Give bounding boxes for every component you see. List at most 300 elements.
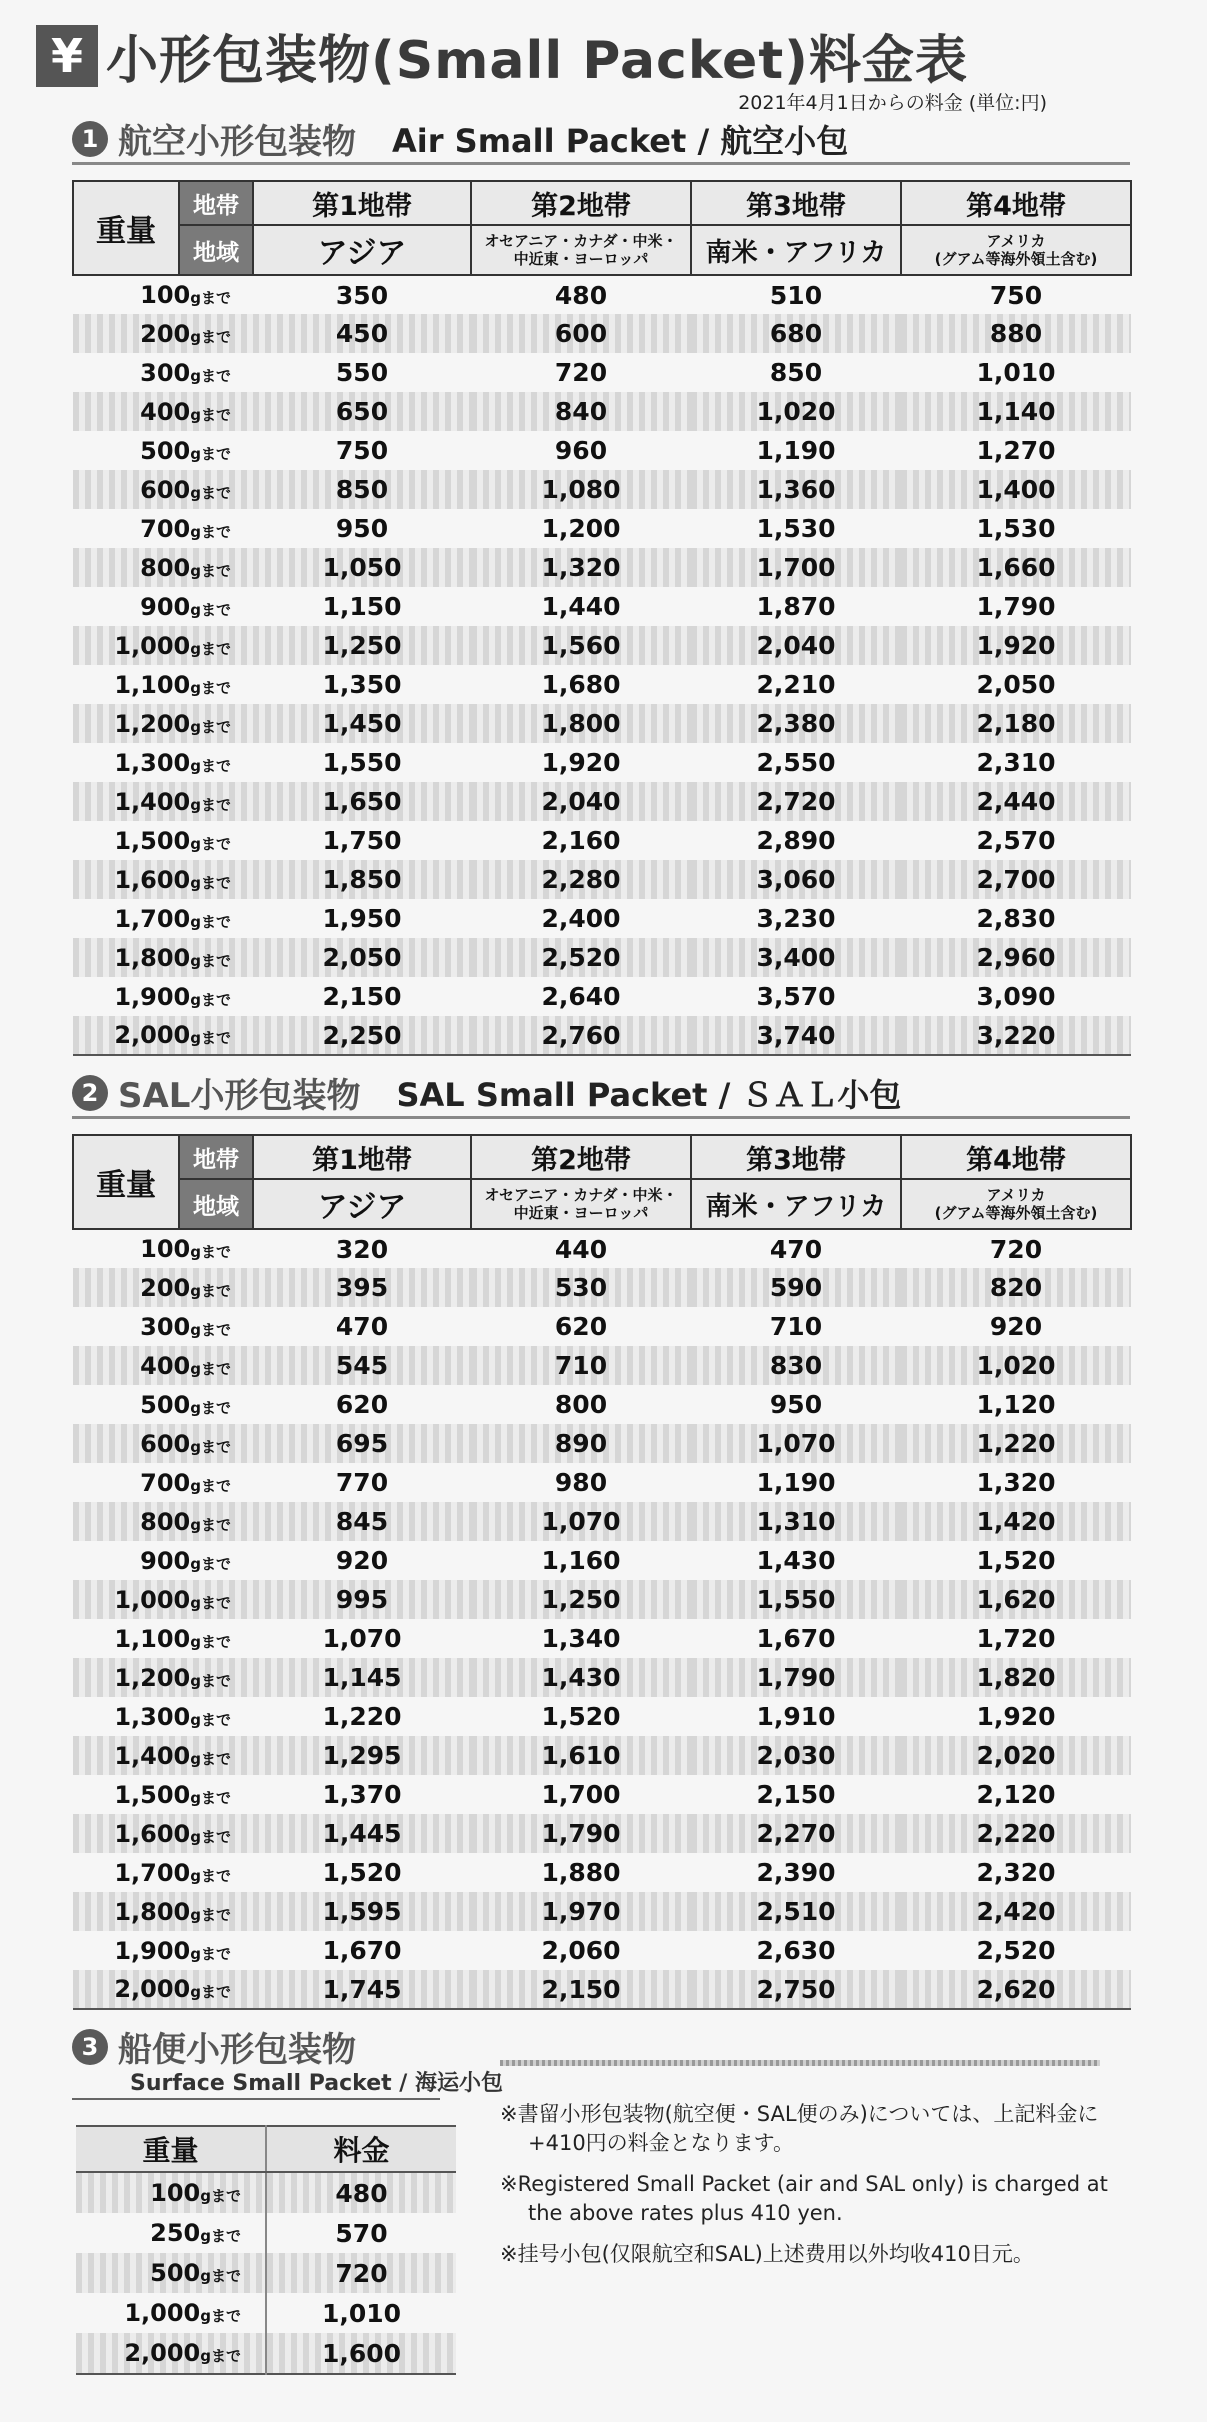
weight-suffix: gまで bbox=[190, 366, 231, 385]
weight-cell bbox=[73, 626, 253, 665]
weight-cell bbox=[73, 704, 253, 743]
region-2-line2: 中近東・ヨーロッパ bbox=[513, 250, 649, 268]
weight-value: 1,000 bbox=[114, 631, 191, 660]
rate-cell-zone-3: 1,190 bbox=[691, 431, 901, 470]
weight-suffix: gまで bbox=[190, 1593, 231, 1612]
table-row bbox=[73, 548, 1131, 587]
weight-cell bbox=[73, 1385, 253, 1424]
rate-cell-zone-3: 2,270 bbox=[691, 1814, 901, 1853]
rate-cell-zone-1: 1,445 bbox=[253, 1814, 471, 1853]
rate-cell-zone-1: 1,370 bbox=[253, 1775, 471, 1814]
rate-cell-zone-2: 1,160 bbox=[471, 1541, 691, 1580]
rate-cell-zone-4: 2,570 bbox=[901, 821, 1131, 860]
weight-cell bbox=[76, 2293, 266, 2333]
rate-cell-zone-1: 545 bbox=[253, 1346, 471, 1385]
rate-cell-zone-4: 1,920 bbox=[901, 1697, 1131, 1736]
rate-cell-zone-1: 395 bbox=[253, 1268, 471, 1307]
rate-cell-zone-1: 450 bbox=[253, 314, 471, 353]
table-row bbox=[73, 1424, 1131, 1463]
region-label: 地域 bbox=[179, 225, 253, 275]
rate-cell-zone-1: 920 bbox=[253, 1541, 471, 1580]
weight-suffix: gまで bbox=[190, 795, 231, 814]
weight-value: 900 bbox=[140, 1546, 191, 1575]
rate-cell-zone-4: 1,220 bbox=[901, 1424, 1131, 1463]
region-4-header bbox=[901, 1179, 1131, 1229]
rate-cell-zone-2: 2,160 bbox=[471, 821, 691, 860]
weight-value: 1,400 bbox=[114, 1741, 191, 1770]
note-registered-zh: ※挂号小包(仅限航空和SAL)上述费用以外均收410日元。 bbox=[500, 2242, 1034, 2266]
region-2-line2: 中近東・ヨーロッパ bbox=[513, 1204, 649, 1222]
table-row bbox=[73, 1541, 1131, 1580]
rate-cell-zone-3: 3,060 bbox=[691, 860, 901, 899]
weight-value: 1,300 bbox=[114, 748, 191, 777]
table-row bbox=[73, 1580, 1131, 1619]
weight-value: 400 bbox=[140, 1351, 191, 1380]
zone-3-header: 第3地帯 bbox=[691, 181, 901, 225]
weight-value: 1,900 bbox=[114, 982, 191, 1011]
rate-cell-zone-3: 590 bbox=[691, 1268, 901, 1307]
weight-cell bbox=[73, 1016, 253, 1055]
weight-cell bbox=[73, 1697, 253, 1736]
yen-icon: ¥ bbox=[36, 25, 98, 87]
region-1-header: アジア bbox=[253, 225, 471, 275]
rate-cell-zone-3: 2,510 bbox=[691, 1892, 901, 1931]
weight-suffix: gまで bbox=[190, 678, 231, 697]
rate-cell-zone-3: 1,190 bbox=[691, 1463, 901, 1502]
weight-cell bbox=[73, 470, 253, 509]
rate-cell-zone-4: 2,020 bbox=[901, 1736, 1131, 1775]
weight-value: 500 bbox=[140, 436, 191, 465]
rate-cell-zone-3: 2,390 bbox=[691, 1853, 901, 1892]
weight-value: 1,000 bbox=[114, 1585, 191, 1614]
rate-cell-zone-2: 840 bbox=[471, 392, 691, 431]
weight-suffix: gまで bbox=[190, 600, 231, 619]
weight-suffix: gまで bbox=[190, 912, 231, 931]
rate-cell-zone-1: 770 bbox=[253, 1463, 471, 1502]
table-row bbox=[73, 1619, 1131, 1658]
rate-cell-zone-2: 720 bbox=[471, 353, 691, 392]
region-4-line2: (グアム等海外領土含む) bbox=[934, 250, 1098, 268]
rate-cell-zone-1: 550 bbox=[253, 353, 471, 392]
divider bbox=[72, 1116, 1130, 1119]
rate-cell-zone-3: 2,380 bbox=[691, 704, 901, 743]
rate-cell-zone-2: 2,150 bbox=[471, 1970, 691, 2009]
rate-cell-zone-1: 470 bbox=[253, 1307, 471, 1346]
rate-cell-zone-2: 620 bbox=[471, 1307, 691, 1346]
effective-date-note bbox=[738, 88, 1047, 115]
rate-cell-zone-4: 1,620 bbox=[901, 1580, 1131, 1619]
region-3-header: 南米・アフリカ bbox=[691, 1179, 901, 1229]
weight-suffix: gまで bbox=[200, 2227, 241, 2245]
rate-cell-zone-1: 950 bbox=[253, 509, 471, 548]
rate-cell-zone-4: 2,830 bbox=[901, 899, 1131, 938]
rate-cell-zone-2: 1,440 bbox=[471, 587, 691, 626]
table-row bbox=[76, 2213, 456, 2253]
weight-header: 重量 bbox=[76, 2126, 266, 2172]
rate-cell-zone-4: 880 bbox=[901, 314, 1131, 353]
rate-cell-zone-3: 2,030 bbox=[691, 1736, 901, 1775]
weight-suffix: gまで bbox=[190, 1243, 231, 1261]
table-row bbox=[73, 1016, 1131, 1055]
weight-cell bbox=[73, 1307, 253, 1346]
rate-cell-zone-4: 1,020 bbox=[901, 1346, 1131, 1385]
rate-cell-zone-3: 510 bbox=[691, 275, 901, 314]
rate-cell-zone-4: 2,960 bbox=[901, 938, 1131, 977]
section-title-en: Surface Small Packet / 海运小包 bbox=[130, 2071, 504, 2096]
rate-cell-zone-3: 1,430 bbox=[691, 1541, 901, 1580]
weight-cell bbox=[73, 977, 253, 1016]
rate-cell-zone-3: 830 bbox=[691, 1346, 901, 1385]
fee-header: 料金 bbox=[266, 2126, 456, 2172]
table-row bbox=[73, 1814, 1131, 1853]
weight-suffix: gまで bbox=[190, 1671, 231, 1690]
rate-cell-zone-2: 960 bbox=[471, 431, 691, 470]
rate-cell-zone-2: 710 bbox=[471, 1346, 691, 1385]
rate-cell-zone-3: 1,550 bbox=[691, 1580, 901, 1619]
rate-cell-zone-2: 890 bbox=[471, 1424, 691, 1463]
weight-cell bbox=[73, 1814, 253, 1853]
weight-cell bbox=[73, 1658, 253, 1697]
section-number-badge: 2 bbox=[72, 1075, 108, 1111]
rate-cell-zone-1: 1,450 bbox=[253, 704, 471, 743]
rate-cell-zone-1: 1,595 bbox=[253, 1892, 471, 1931]
weight-cell bbox=[73, 1580, 253, 1619]
table-row bbox=[73, 275, 1131, 314]
weight-value: 700 bbox=[140, 1468, 191, 1497]
rate-cell-zone-1: 1,750 bbox=[253, 821, 471, 860]
weight-suffix: gまで bbox=[190, 561, 231, 580]
weight-suffix: gまで bbox=[200, 2307, 241, 2325]
rate-cell-zone-3: 1,870 bbox=[691, 587, 901, 626]
rate-cell-zone-1: 1,850 bbox=[253, 860, 471, 899]
weight-value: 1,700 bbox=[114, 1858, 191, 1887]
weight-value: 100 bbox=[140, 1235, 191, 1263]
zone-1-header: 第1地帯 bbox=[253, 1135, 471, 1179]
rate-cell-zone-4: 2,220 bbox=[901, 1814, 1131, 1853]
rate-cell-zone-2: 600 bbox=[471, 314, 691, 353]
weight-cell bbox=[73, 314, 253, 353]
sal-rate-table bbox=[72, 1134, 1132, 2010]
rate-cell-zone-2: 1,430 bbox=[471, 1658, 691, 1697]
rate-cell-zone-1: 1,950 bbox=[253, 899, 471, 938]
table-row bbox=[73, 1658, 1131, 1697]
page-title: 小形包装物(Small Packet)料金表 bbox=[106, 31, 968, 91]
rate-cell-zone-4: 2,120 bbox=[901, 1775, 1131, 1814]
weight-cell bbox=[73, 1970, 253, 2009]
section-title-jp: SAL小形包装物 bbox=[118, 1076, 361, 1116]
weight-value: 800 bbox=[140, 553, 191, 582]
table-row bbox=[73, 1385, 1131, 1424]
weight-value: 250 bbox=[150, 2219, 201, 2247]
table-row bbox=[73, 431, 1131, 470]
weight-value: 500 bbox=[140, 1390, 191, 1419]
rate-cell-zone-4: 2,440 bbox=[901, 782, 1131, 821]
rate-cell-zone-4: 1,320 bbox=[901, 1463, 1131, 1502]
weight-cell bbox=[73, 1541, 253, 1580]
rate-cell-zone-2: 2,060 bbox=[471, 1931, 691, 1970]
rate-cell-zone-4: 3,090 bbox=[901, 977, 1131, 1016]
weight-value: 300 bbox=[140, 358, 191, 387]
table-row bbox=[73, 1931, 1131, 1970]
table-row bbox=[73, 977, 1131, 1016]
table-row bbox=[73, 470, 1131, 509]
region-3-header: 南米・アフリカ bbox=[691, 225, 901, 275]
rate-cell-zone-3: 2,040 bbox=[691, 626, 901, 665]
weight-header: 重量 bbox=[73, 1135, 179, 1229]
rate-cell-zone-2: 1,520 bbox=[471, 1697, 691, 1736]
weight-suffix: gまで bbox=[190, 1944, 231, 1963]
rate-cell-zone-3: 3,400 bbox=[691, 938, 901, 977]
rate-cell-zone-4: 750 bbox=[901, 275, 1131, 314]
rate-cell-zone-2: 2,640 bbox=[471, 977, 691, 1016]
weight-cell bbox=[73, 1619, 253, 1658]
zone-1-header: 第1地帯 bbox=[253, 181, 471, 225]
weight-suffix: gまで bbox=[190, 1827, 231, 1846]
fee-cell: 720 bbox=[266, 2253, 456, 2293]
weight-suffix: gまで bbox=[190, 1359, 231, 1378]
table-row bbox=[73, 626, 1131, 665]
weight-value: 1,400 bbox=[114, 787, 191, 816]
weight-suffix: gまで bbox=[190, 1029, 231, 1047]
weight-value: 800 bbox=[140, 1507, 191, 1536]
rate-cell-zone-1: 1,050 bbox=[253, 548, 471, 587]
weight-cell bbox=[73, 275, 253, 314]
rate-cell-zone-4: 2,420 bbox=[901, 1892, 1131, 1931]
table-row bbox=[73, 821, 1131, 860]
rate-cell-zone-1: 1,520 bbox=[253, 1853, 471, 1892]
weight-cell bbox=[73, 899, 253, 938]
zone-label: 地帯 bbox=[179, 1135, 253, 1179]
weight-cell bbox=[73, 1424, 253, 1463]
weight-suffix: gまで bbox=[190, 717, 231, 736]
rate-cell-zone-4: 2,620 bbox=[901, 1970, 1131, 2009]
rate-cell-zone-3: 1,360 bbox=[691, 470, 901, 509]
weight-suffix: gまで bbox=[190, 873, 231, 892]
table-row bbox=[73, 509, 1131, 548]
rate-cell-zone-3: 1,670 bbox=[691, 1619, 901, 1658]
weight-suffix: gまで bbox=[190, 834, 231, 853]
weight-value: 500 bbox=[150, 2259, 201, 2287]
weight-cell bbox=[73, 548, 253, 587]
weight-suffix: gまで bbox=[200, 2267, 241, 2285]
weight-suffix: gまで bbox=[190, 1866, 231, 1885]
weight-cell bbox=[73, 1268, 253, 1307]
weight-suffix: gまで bbox=[190, 1437, 231, 1456]
rate-cell-zone-1: 1,145 bbox=[253, 1658, 471, 1697]
table-row bbox=[73, 1736, 1131, 1775]
weight-value: 200 bbox=[140, 319, 191, 348]
weight-cell bbox=[73, 1229, 253, 1268]
rate-cell-zone-2: 1,700 bbox=[471, 1775, 691, 1814]
weight-suffix: gまで bbox=[190, 405, 231, 424]
weight-value: 2,000 bbox=[114, 1021, 191, 1049]
region-2-line1: オセアニア・カナダ・中米・ bbox=[484, 232, 678, 250]
weight-cell bbox=[73, 1853, 253, 1892]
notes-divider-top bbox=[500, 2060, 1100, 2066]
table-row bbox=[73, 1970, 1131, 2009]
table-row bbox=[73, 1463, 1131, 1502]
table-row bbox=[73, 392, 1131, 431]
rate-cell-zone-4: 2,050 bbox=[901, 665, 1131, 704]
table-row bbox=[73, 782, 1131, 821]
rate-cell-zone-2: 1,070 bbox=[471, 1502, 691, 1541]
weight-cell bbox=[73, 1775, 253, 1814]
region-1-header: アジア bbox=[253, 1179, 471, 1229]
rate-cell-zone-1: 750 bbox=[253, 431, 471, 470]
weight-value: 1,500 bbox=[114, 1780, 191, 1809]
weight-cell bbox=[73, 1463, 253, 1502]
table-row bbox=[73, 314, 1131, 353]
rate-cell-zone-4: 1,010 bbox=[901, 353, 1131, 392]
rate-cell-zone-4: 2,520 bbox=[901, 1931, 1131, 1970]
weight-value: 300 bbox=[140, 1312, 191, 1341]
section-number-badge: 1 bbox=[72, 121, 108, 157]
weight-suffix: gまで bbox=[190, 444, 231, 463]
weight-cell bbox=[73, 1346, 253, 1385]
rate-cell-zone-3: 2,550 bbox=[691, 743, 901, 782]
table-row bbox=[76, 2333, 456, 2374]
weight-suffix: gまで bbox=[190, 1476, 231, 1495]
weight-suffix: gまで bbox=[200, 2187, 241, 2205]
weight-value: 1,600 bbox=[114, 1819, 191, 1848]
weight-value: 200 bbox=[140, 1273, 191, 1302]
rate-cell-zone-3: 3,740 bbox=[691, 1016, 901, 1055]
weight-suffix: gまで bbox=[190, 990, 231, 1009]
rate-cell-zone-2: 2,280 bbox=[471, 860, 691, 899]
weight-cell bbox=[76, 2172, 266, 2213]
region-4-line2: (グアム等海外領土含む) bbox=[934, 1204, 1098, 1222]
rate-cell-zone-2: 1,340 bbox=[471, 1619, 691, 1658]
rate-cell-zone-4: 920 bbox=[901, 1307, 1131, 1346]
rate-cell-zone-2: 2,400 bbox=[471, 899, 691, 938]
rate-cell-zone-2: 1,800 bbox=[471, 704, 691, 743]
weight-cell bbox=[73, 587, 253, 626]
rate-cell-zone-4: 1,790 bbox=[901, 587, 1131, 626]
rate-cell-zone-1: 1,220 bbox=[253, 1697, 471, 1736]
rate-cell-zone-2: 1,790 bbox=[471, 1814, 691, 1853]
section-sal-heading bbox=[72, 1068, 901, 1117]
weight-cell bbox=[73, 938, 253, 977]
rate-cell-zone-3: 1,530 bbox=[691, 509, 901, 548]
weight-suffix: gまで bbox=[190, 639, 231, 658]
table-row bbox=[73, 899, 1131, 938]
rate-cell-zone-1: 1,150 bbox=[253, 587, 471, 626]
weight-value: 900 bbox=[140, 592, 191, 621]
fee-cell: 1,600 bbox=[266, 2333, 456, 2374]
fee-cell: 480 bbox=[266, 2172, 456, 2213]
weight-value: 1,800 bbox=[114, 943, 191, 972]
rate-cell-zone-2: 1,560 bbox=[471, 626, 691, 665]
rate-cell-zone-1: 2,050 bbox=[253, 938, 471, 977]
rate-cell-zone-4: 1,520 bbox=[901, 1541, 1131, 1580]
rate-cell-zone-1: 695 bbox=[253, 1424, 471, 1463]
rate-cell-zone-4: 2,310 bbox=[901, 743, 1131, 782]
weight-suffix: gまで bbox=[190, 1632, 231, 1651]
table-row bbox=[73, 1775, 1131, 1814]
rate-cell-zone-3: 1,020 bbox=[691, 392, 901, 431]
rate-cell-zone-2: 2,760 bbox=[471, 1016, 691, 1055]
section-title-en: SAL Small Packet / ＳＡＬ小包 bbox=[396, 1075, 902, 1114]
table-row bbox=[76, 2172, 456, 2213]
section-air-heading bbox=[72, 114, 848, 163]
weight-suffix: gまで bbox=[190, 1320, 231, 1339]
air-rate-table bbox=[72, 180, 1132, 1056]
note-registered-en: ※Registered Small Packet (air and SAL only) is charged at the above rates plus 410 yen. bbox=[500, 2172, 1108, 2225]
rate-cell-zone-2: 440 bbox=[471, 1229, 691, 1268]
weight-value: 100 bbox=[140, 281, 191, 309]
table-row bbox=[73, 860, 1131, 899]
rate-cell-zone-2: 1,250 bbox=[471, 1580, 691, 1619]
weight-cell bbox=[73, 821, 253, 860]
rate-cell-zone-4: 1,270 bbox=[901, 431, 1131, 470]
table-row bbox=[73, 704, 1131, 743]
weight-value: 100 bbox=[150, 2179, 201, 2207]
weight-value: 1,100 bbox=[114, 670, 191, 699]
rate-cell-zone-4: 1,720 bbox=[901, 1619, 1131, 1658]
rate-cell-zone-2: 2,040 bbox=[471, 782, 691, 821]
weight-cell bbox=[73, 1931, 253, 1970]
weight-value: 1,800 bbox=[114, 1897, 191, 1926]
weight-value: 600 bbox=[140, 1429, 191, 1458]
section-surface-heading bbox=[72, 2022, 392, 2071]
table-row bbox=[73, 1697, 1131, 1736]
table-row bbox=[73, 1268, 1131, 1307]
rate-cell-zone-4: 2,700 bbox=[901, 860, 1131, 899]
weight-cell bbox=[73, 743, 253, 782]
rate-cell-zone-4: 1,140 bbox=[901, 392, 1131, 431]
table-row bbox=[73, 587, 1131, 626]
rate-cell-zone-2: 1,880 bbox=[471, 1853, 691, 1892]
rate-cell-zone-1: 850 bbox=[253, 470, 471, 509]
section-number-badge: 3 bbox=[72, 2029, 108, 2065]
weight-cell bbox=[76, 2333, 266, 2374]
rate-cell-zone-3: 1,070 bbox=[691, 1424, 901, 1463]
rate-cell-zone-4: 720 bbox=[901, 1229, 1131, 1268]
rate-cell-zone-1: 1,250 bbox=[253, 626, 471, 665]
weight-value: 1,700 bbox=[114, 904, 191, 933]
rate-cell-zone-3: 850 bbox=[691, 353, 901, 392]
rate-cell-zone-1: 320 bbox=[253, 1229, 471, 1268]
weight-value: 1,200 bbox=[114, 709, 191, 738]
rate-cell-zone-3: 2,720 bbox=[691, 782, 901, 821]
date-note-text: 2021年4月1日からの料金 (単位:円) bbox=[738, 92, 1047, 114]
rate-cell-zone-3: 1,310 bbox=[691, 1502, 901, 1541]
weight-cell bbox=[73, 1892, 253, 1931]
table-row bbox=[73, 938, 1131, 977]
weight-cell bbox=[76, 2253, 266, 2293]
rate-cell-zone-3: 2,750 bbox=[691, 1970, 901, 2009]
rate-cell-zone-2: 530 bbox=[471, 1268, 691, 1307]
rate-cell-zone-3: 3,230 bbox=[691, 899, 901, 938]
table-row bbox=[73, 1346, 1131, 1385]
rate-cell-zone-2: 1,680 bbox=[471, 665, 691, 704]
rate-cell-zone-1: 650 bbox=[253, 392, 471, 431]
rate-cell-zone-4: 1,120 bbox=[901, 1385, 1131, 1424]
rate-cell-zone-3: 680 bbox=[691, 314, 901, 353]
weight-cell bbox=[73, 665, 253, 704]
weight-value: 2,000 bbox=[114, 1975, 191, 2003]
weight-cell bbox=[73, 860, 253, 899]
rate-cell-zone-1: 1,350 bbox=[253, 665, 471, 704]
rate-cell-zone-4: 1,420 bbox=[901, 1502, 1131, 1541]
weight-cell bbox=[76, 2213, 266, 2253]
zone-3-header: 第3地帯 bbox=[691, 1135, 901, 1179]
weight-value: 700 bbox=[140, 514, 191, 543]
weight-cell bbox=[73, 1736, 253, 1775]
rate-cell-zone-3: 3,570 bbox=[691, 977, 901, 1016]
weight-value: 1,200 bbox=[114, 1663, 191, 1692]
weight-header: 重量 bbox=[73, 181, 179, 275]
